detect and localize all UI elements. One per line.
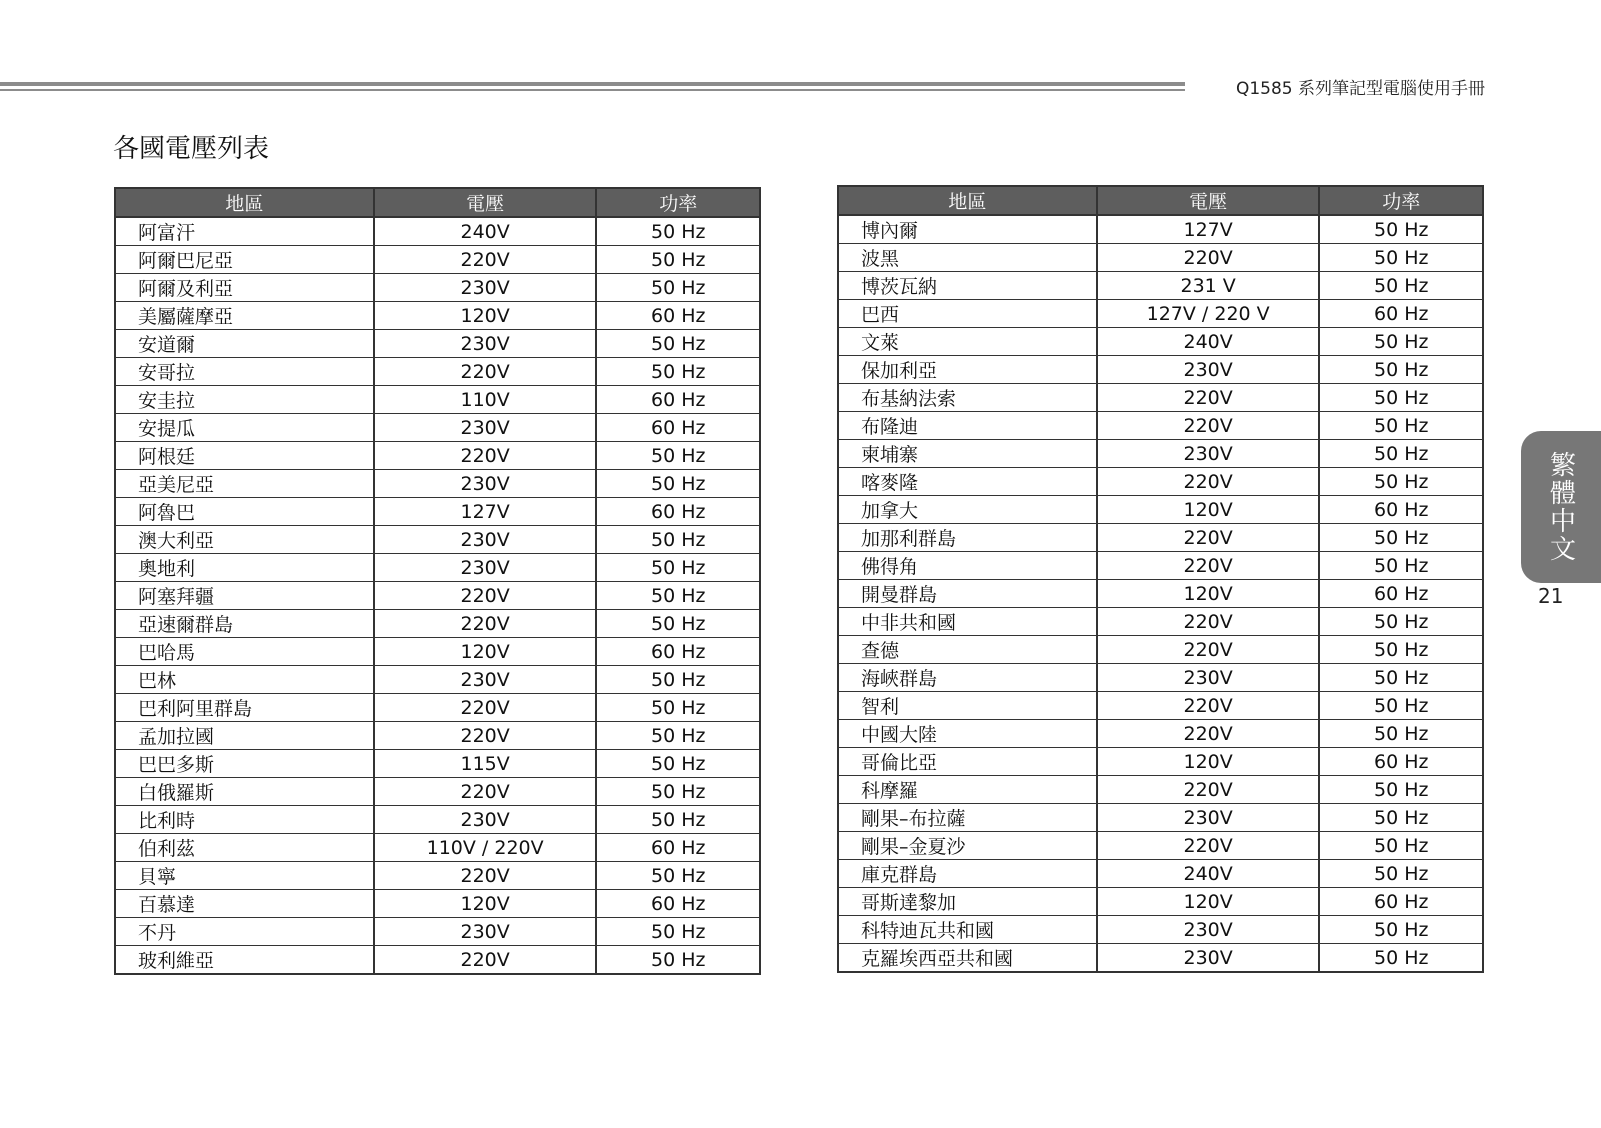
table-row [838, 215, 1483, 244]
cell-frequency: 50 Hz [1319, 692, 1483, 720]
cell-voltage: 127V [374, 498, 597, 526]
cell-frequency: 60 Hz [596, 386, 760, 414]
cell-frequency: 50 Hz [1319, 272, 1483, 300]
cell-region: 加拿大 [838, 496, 1097, 524]
cell-voltage: 120V [1097, 888, 1320, 916]
cell-region: 布基納法索 [838, 384, 1097, 412]
table-row [838, 524, 1483, 552]
cell-frequency: 50 Hz [1319, 860, 1483, 888]
cell-region: 伯利茲 [115, 834, 374, 862]
language-side-tab [1521, 431, 1601, 583]
cell-frequency: 50 Hz [1319, 664, 1483, 692]
table-row [115, 582, 760, 610]
table-row [838, 804, 1483, 832]
cell-frequency: 60 Hz [1319, 300, 1483, 328]
cell-voltage: 230V [1097, 916, 1320, 944]
table-row [115, 554, 760, 582]
table-row [838, 356, 1483, 384]
cell-region: 文萊 [838, 328, 1097, 356]
cell-frequency: 50 Hz [596, 946, 760, 975]
cell-region: 阿爾巴尼亞 [115, 246, 374, 274]
cell-frequency: 60 Hz [596, 890, 760, 918]
cell-frequency: 50 Hz [596, 358, 760, 386]
cell-region: 波黑 [838, 244, 1097, 272]
cell-voltage: 230V [1097, 356, 1320, 384]
cell-frequency: 50 Hz [596, 750, 760, 778]
cell-region: 亞美尼亞 [115, 470, 374, 498]
cell-voltage: 110V [374, 386, 597, 414]
cell-region: 哥倫比亞 [838, 748, 1097, 776]
cell-voltage: 230V [1097, 440, 1320, 468]
cell-region: 哥斯達黎加 [838, 888, 1097, 916]
header-rule-thin [0, 89, 1185, 91]
table-row [115, 442, 760, 470]
voltage-table-right [837, 185, 1484, 973]
cell-voltage: 230V [374, 918, 597, 946]
cell-frequency: 50 Hz [596, 330, 760, 358]
cell-region: 剛果–布拉薩 [838, 804, 1097, 832]
table-row [838, 664, 1483, 692]
cell-frequency: 50 Hz [1319, 440, 1483, 468]
cell-voltage: 230V [374, 414, 597, 442]
cell-voltage: 230V [1097, 944, 1320, 973]
cell-voltage: 220V [374, 246, 597, 274]
cell-frequency: 50 Hz [596, 666, 760, 694]
page-title: 各國電壓列表 [113, 134, 270, 164]
cell-voltage: 240V [1097, 860, 1320, 888]
cell-frequency: 50 Hz [596, 526, 760, 554]
table-row [838, 720, 1483, 748]
cell-voltage: 230V [374, 554, 597, 582]
cell-frequency: 60 Hz [596, 638, 760, 666]
cell-region: 阿爾及利亞 [115, 274, 374, 302]
header-frequency: 功率 [1319, 186, 1483, 215]
table-body [838, 215, 1483, 972]
table-row [115, 890, 760, 918]
table-row [115, 246, 760, 274]
table-row [115, 526, 760, 554]
cell-voltage: 240V [374, 217, 597, 246]
cell-voltage: 120V [374, 302, 597, 330]
table-row [115, 470, 760, 498]
table-row [115, 862, 760, 890]
cell-region: 巴巴多斯 [115, 750, 374, 778]
cell-frequency: 60 Hz [596, 498, 760, 526]
cell-voltage: 220V [374, 862, 597, 890]
table-row [838, 552, 1483, 580]
voltage-table-left [114, 187, 761, 975]
cell-frequency: 60 Hz [1319, 888, 1483, 916]
cell-voltage: 220V [374, 358, 597, 386]
cell-frequency: 50 Hz [596, 694, 760, 722]
cell-voltage: 127V [1097, 215, 1320, 244]
cell-region: 開曼群島 [838, 580, 1097, 608]
table-row [838, 916, 1483, 944]
manual-title: Q1585 系列筆記型電腦使用手冊 [1235, 79, 1485, 99]
cell-voltage: 220V [1097, 636, 1320, 664]
cell-region: 安道爾 [115, 330, 374, 358]
cell-frequency: 50 Hz [1319, 468, 1483, 496]
cell-frequency: 50 Hz [1319, 356, 1483, 384]
table-row [838, 608, 1483, 636]
cell-frequency: 50 Hz [596, 442, 760, 470]
table-row [115, 414, 760, 442]
table-row [838, 244, 1483, 272]
cell-region: 庫克群島 [838, 860, 1097, 888]
cell-region: 美屬薩摩亞 [115, 302, 374, 330]
table-row [838, 636, 1483, 664]
table-row [838, 776, 1483, 804]
cell-region: 安哥拉 [115, 358, 374, 386]
cell-voltage: 220V [374, 778, 597, 806]
cell-frequency: 50 Hz [1319, 552, 1483, 580]
cell-region: 智利 [838, 692, 1097, 720]
cell-voltage: 220V [374, 610, 597, 638]
cell-voltage: 120V [1097, 748, 1320, 776]
cell-voltage: 220V [1097, 384, 1320, 412]
cell-region: 澳大利亞 [115, 526, 374, 554]
table-body [115, 217, 760, 974]
cell-voltage: 220V [374, 442, 597, 470]
cell-frequency: 50 Hz [596, 722, 760, 750]
table-row [838, 440, 1483, 468]
cell-frequency: 60 Hz [596, 302, 760, 330]
table-row [115, 638, 760, 666]
cell-region: 安圭拉 [115, 386, 374, 414]
cell-region: 剛果–金夏沙 [838, 832, 1097, 860]
table-header-row [838, 186, 1483, 215]
table-row [115, 946, 760, 975]
cell-voltage: 220V [1097, 608, 1320, 636]
cell-frequency: 60 Hz [1319, 748, 1483, 776]
cell-voltage: 220V [1097, 692, 1320, 720]
header-voltage: 電壓 [374, 188, 597, 217]
cell-voltage: 120V [1097, 580, 1320, 608]
cell-voltage: 127V / 220 V [1097, 300, 1320, 328]
cell-region: 白俄羅斯 [115, 778, 374, 806]
cell-voltage: 230V [1097, 804, 1320, 832]
cell-region: 亞速爾群島 [115, 610, 374, 638]
cell-frequency: 50 Hz [1319, 832, 1483, 860]
cell-region: 比利時 [115, 806, 374, 834]
cell-region: 克羅埃西亞共和國 [838, 944, 1097, 973]
cell-region: 柬埔寨 [838, 440, 1097, 468]
table-row [838, 832, 1483, 860]
table-row [838, 860, 1483, 888]
table-row [115, 806, 760, 834]
cell-region: 科摩羅 [838, 776, 1097, 804]
cell-voltage: 110V / 220V [374, 834, 597, 862]
cell-frequency: 50 Hz [1319, 776, 1483, 804]
cell-voltage: 220V [1097, 776, 1320, 804]
cell-voltage: 230V [374, 666, 597, 694]
header-voltage: 電壓 [1097, 186, 1320, 215]
cell-voltage: 115V [374, 750, 597, 778]
cell-region: 孟加拉國 [115, 722, 374, 750]
cell-voltage: 120V [1097, 496, 1320, 524]
header-rule [0, 82, 1185, 86]
cell-region: 百慕達 [115, 890, 374, 918]
table-header-row [115, 188, 760, 217]
cell-voltage: 220V [1097, 244, 1320, 272]
cell-region: 阿魯巴 [115, 498, 374, 526]
cell-region: 加那利群島 [838, 524, 1097, 552]
table-row [115, 330, 760, 358]
table-row [115, 358, 760, 386]
cell-region: 巴哈馬 [115, 638, 374, 666]
cell-frequency: 50 Hz [596, 554, 760, 582]
table-row [115, 610, 760, 638]
table-row [838, 496, 1483, 524]
cell-frequency: 50 Hz [1319, 916, 1483, 944]
table-row [838, 300, 1483, 328]
cell-region: 安提瓜 [115, 414, 374, 442]
cell-voltage: 220V [374, 946, 597, 975]
cell-frequency: 50 Hz [1319, 328, 1483, 356]
table-row [838, 272, 1483, 300]
side-tab-label: 繁體中文 [1545, 451, 1576, 563]
table-row [115, 778, 760, 806]
cell-region: 奧地利 [115, 554, 374, 582]
cell-region: 中非共和國 [838, 608, 1097, 636]
cell-frequency: 60 Hz [1319, 496, 1483, 524]
header-region: 地區 [838, 186, 1097, 215]
cell-region: 查德 [838, 636, 1097, 664]
table-row [115, 918, 760, 946]
cell-region: 阿根廷 [115, 442, 374, 470]
table-row [115, 498, 760, 526]
cell-voltage: 120V [374, 638, 597, 666]
cell-region: 布隆迪 [838, 412, 1097, 440]
cell-frequency: 50 Hz [596, 778, 760, 806]
cell-voltage: 220V [374, 722, 597, 750]
cell-frequency: 50 Hz [596, 217, 760, 246]
cell-voltage: 220V [1097, 468, 1320, 496]
table-row [838, 580, 1483, 608]
table-row [838, 468, 1483, 496]
cell-frequency: 50 Hz [1319, 412, 1483, 440]
cell-voltage: 230V [374, 470, 597, 498]
cell-frequency: 50 Hz [596, 918, 760, 946]
cell-region: 博內爾 [838, 215, 1097, 244]
table-row [838, 692, 1483, 720]
cell-region: 科特迪瓦共和國 [838, 916, 1097, 944]
cell-voltage: 230V [374, 526, 597, 554]
cell-frequency: 50 Hz [596, 610, 760, 638]
table-row [838, 328, 1483, 356]
cell-frequency: 50 Hz [1319, 636, 1483, 664]
cell-region: 貝寧 [115, 862, 374, 890]
cell-frequency: 50 Hz [1319, 804, 1483, 832]
table-row [115, 666, 760, 694]
cell-region: 中國大陸 [838, 720, 1097, 748]
table-row [115, 302, 760, 330]
cell-frequency: 50 Hz [1319, 244, 1483, 272]
cell-frequency: 50 Hz [1319, 944, 1483, 973]
table-row [838, 888, 1483, 916]
cell-voltage: 240V [1097, 328, 1320, 356]
table-row [115, 750, 760, 778]
cell-region: 佛得角 [838, 552, 1097, 580]
cell-region: 玻利維亞 [115, 946, 374, 975]
cell-frequency: 60 Hz [596, 834, 760, 862]
cell-frequency: 50 Hz [596, 862, 760, 890]
cell-voltage: 220V [1097, 412, 1320, 440]
cell-voltage: 230V [1097, 664, 1320, 692]
header-frequency: 功率 [596, 188, 760, 217]
table-row [838, 384, 1483, 412]
cell-frequency: 60 Hz [1319, 580, 1483, 608]
cell-voltage: 220V [1097, 720, 1320, 748]
page-number: 21 [1538, 584, 1564, 608]
cell-region: 巴西 [838, 300, 1097, 328]
table-row [838, 944, 1483, 973]
cell-frequency: 50 Hz [1319, 524, 1483, 552]
cell-voltage: 230V [374, 274, 597, 302]
table-row [115, 386, 760, 414]
cell-frequency: 50 Hz [1319, 720, 1483, 748]
cell-voltage: 230V [374, 330, 597, 358]
cell-region: 阿富汗 [115, 217, 374, 246]
cell-region: 阿塞拜疆 [115, 582, 374, 610]
cell-frequency: 50 Hz [596, 274, 760, 302]
cell-frequency: 50 Hz [1319, 384, 1483, 412]
cell-region: 海峽群島 [838, 664, 1097, 692]
table-row [115, 722, 760, 750]
cell-frequency: 50 Hz [596, 582, 760, 610]
table-row [115, 217, 760, 246]
cell-voltage: 220V [374, 582, 597, 610]
cell-region: 博茨瓦納 [838, 272, 1097, 300]
cell-frequency: 50 Hz [1319, 215, 1483, 244]
cell-frequency: 50 Hz [596, 246, 760, 274]
header-region: 地區 [115, 188, 374, 217]
cell-voltage: 220V [1097, 552, 1320, 580]
cell-frequency: 60 Hz [596, 414, 760, 442]
table-row [115, 834, 760, 862]
table-row [838, 748, 1483, 776]
cell-region: 保加利亞 [838, 356, 1097, 384]
table-row [115, 694, 760, 722]
cell-voltage: 231 V [1097, 272, 1320, 300]
cell-frequency: 50 Hz [596, 470, 760, 498]
cell-region: 巴林 [115, 666, 374, 694]
cell-frequency: 50 Hz [1319, 608, 1483, 636]
cell-voltage: 230V [374, 806, 597, 834]
cell-voltage: 220V [1097, 524, 1320, 552]
table-row [115, 274, 760, 302]
cell-region: 巴利阿里群島 [115, 694, 374, 722]
cell-frequency: 50 Hz [596, 806, 760, 834]
cell-region: 喀麥隆 [838, 468, 1097, 496]
cell-voltage: 220V [374, 694, 597, 722]
table-row [838, 412, 1483, 440]
cell-region: 不丹 [115, 918, 374, 946]
cell-voltage: 220V [1097, 832, 1320, 860]
cell-voltage: 120V [374, 890, 597, 918]
